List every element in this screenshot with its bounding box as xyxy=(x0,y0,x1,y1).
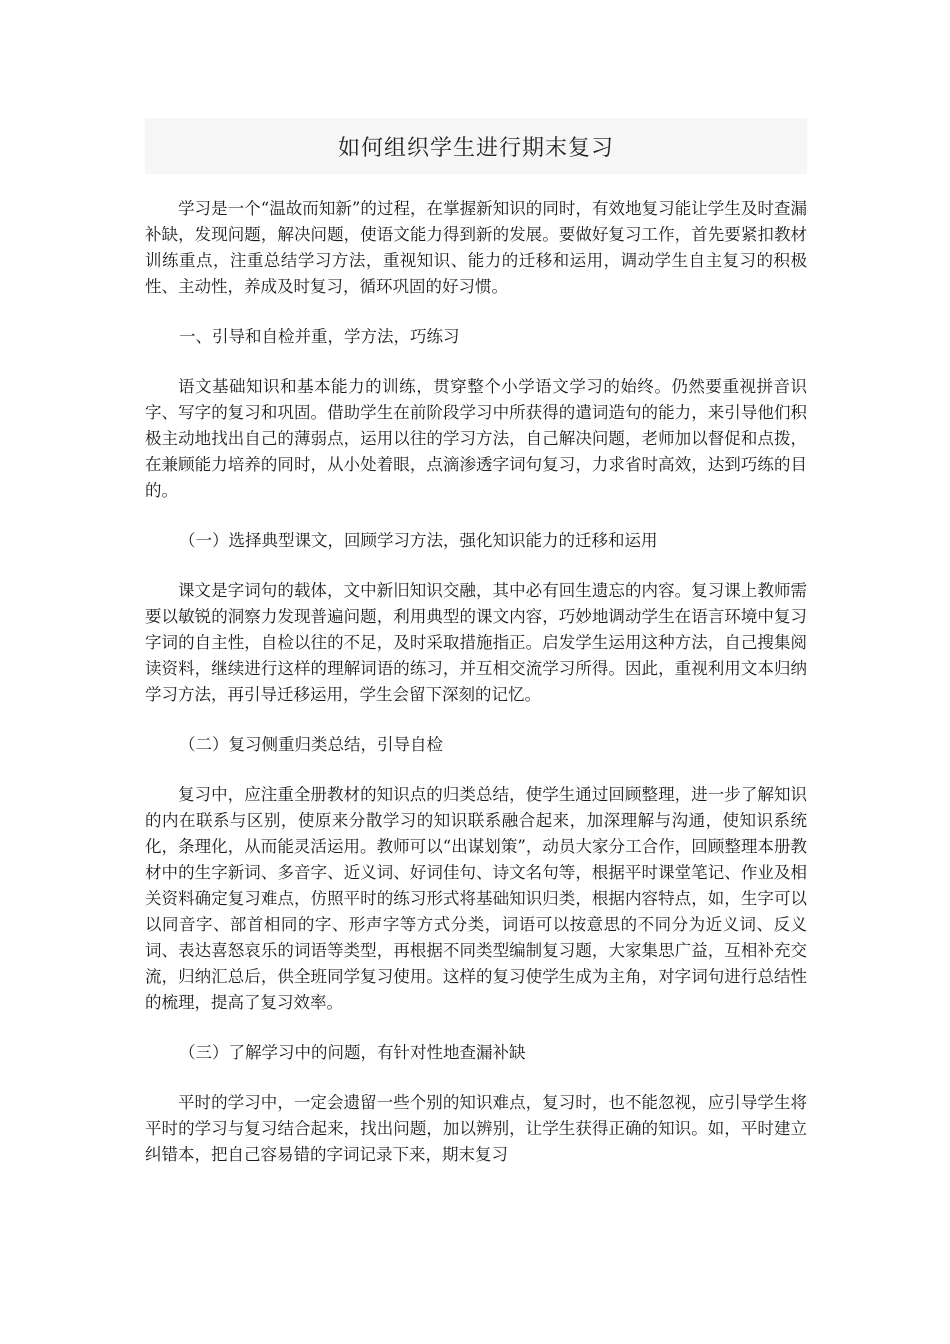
paragraph-basics: 语文基础知识和基本能力的训练，贯穿整个小学语文学习的始终。仍然要重视拼音识字、写字的复习和巩固。借助学生在前阶段学习中所获得的遣词造句的能力，来引导他们积极主动地找出自己的薄弱点，运用以往的学习方法，自己解决问题，老师加以督促和点拨，在兼顾能力培养的同时，从小处着眼，点滴渗透字词句复习，力求省时高效，达到巧练的目的。 xyxy=(145,377,807,500)
paragraph-classification: 复习中，应注重全册教材的知识点的归类总结，使学生通过回顾整理，进一步了解知识的内在联系与区别，使原来分散学习的知识联系融合起来，加深理解与沟通，使知识系统化，条理化，从而能灵活运用。教师可以“出谋划策”，动员大家分工合作，回顾整理本册教材中的生字新词、多音字、近义词、好词佳句、诗文名句等，根据平时课堂笔记、作业及相关资料确定复习难点，仿照平时的练习形式将基础知识归类，根据内容特点，如，生字可以以同音字、部首相同的字、形声字等方式分类，词语可以按意思的不同分为近义词、反义词、表达喜怒哀乐的词语等类型，再根据不同类型编制复习题，大家集思广益，互相补充交流，归纳汇总后，供全班同学复习使用。这样的复习使学生成为主角，对字词句进行总结性的梳理，提高了复习效率。 xyxy=(145,785,807,1012)
subsection-heading-1: （一）选择典型课文，回顾学习方法，强化知识能力的迁移和运用 xyxy=(179,531,658,550)
subsection-heading-3: （三）了解学习中的问题，有针对性地查漏补缺 xyxy=(179,1043,526,1062)
document-body xyxy=(145,196,807,1168)
document-page xyxy=(145,118,807,1168)
section-heading-1: 一、引导和自检并重，学方法，巧练习 xyxy=(179,327,460,346)
title-band xyxy=(145,118,807,174)
paragraph-problems: 平时的学习中，一定会遗留一些个别的知识难点，复习时，也不能忽视，应引导学生将平时的学习与复习结合起来，找出问题，加以辨别，让学生获得正确的知识。如，平时建立纠错本，把自己容易错的字词记录下来，期末复习 xyxy=(145,1093,807,1164)
paragraph-intro: 学习是一个“温故而知新”的过程，在掌握新知识的同时，有效地复习能让学生及时查漏补缺，发现问题，解决问题，使语文能力得到新的发展。要做好复习工作，首先要紧扣教材训练重点，注重总结学习方法，重视知识、能力的迁移和运用，调动学生自主复习的积极性、主动性，养成及时复习，循环巩固的好习惯。 xyxy=(145,199,807,296)
document-title: 如何组织学生进行期末复习 xyxy=(337,135,614,161)
paragraph-typical-texts: 课文是字词句的载体，文中新旧知识交融，其中必有回生遗忘的内容。复习课上教师需要以敏锐的洞察力发现普遍问题，利用典型的课文内容，巧妙地调动学生在语言环境中复习字词的自主性，自检以往的不足，及时采取措施指正。启发学生运用这种方法，自己搜集阅读资料，继续进行这样的理解词语的练习，并互相交流学习所得。因此，重视利用文本归纳学习方法，再引导迁移运用，学生会留下深刻的记忆。 xyxy=(145,581,807,704)
subsection-heading-2: （二）复习侧重归类总结，引导自检 xyxy=(179,735,443,754)
